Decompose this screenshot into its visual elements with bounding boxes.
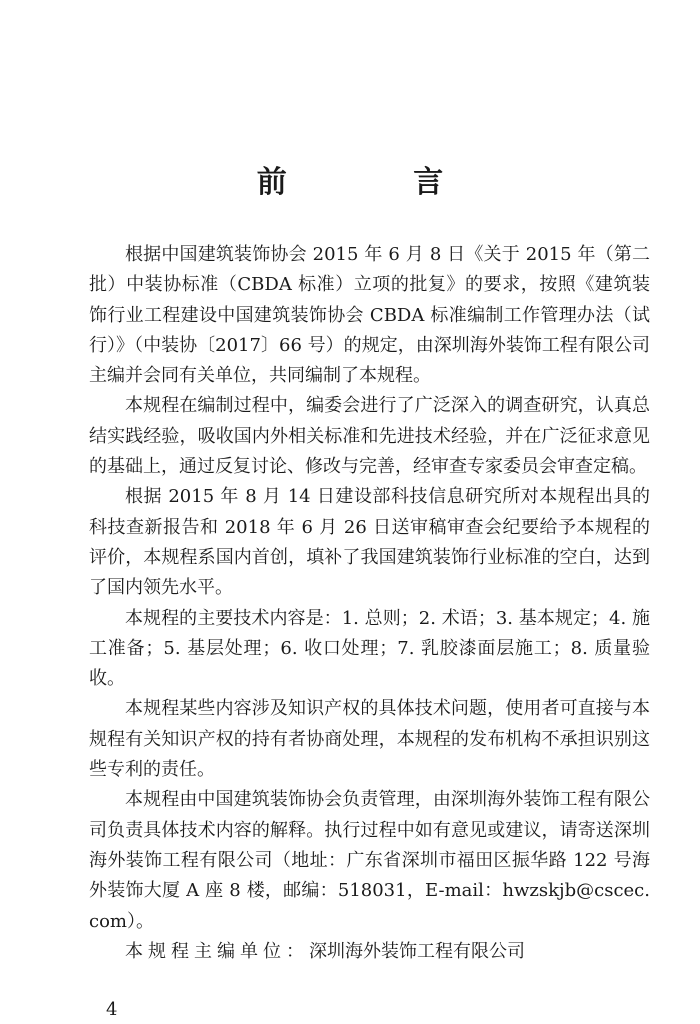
chief-editor-label: 本规程主编单位：: [125, 940, 309, 962]
page-number: 4: [106, 999, 118, 1020]
paragraph-management: 本规程由中国建筑装饰协会负责管理，由深圳海外装饰工程有限公司负责具体技术内容的解释。执行过程中如有意见或建议，请寄送深圳海外装饰工程有限公司（地址：广东省深圳市福田区振华路 122 号海外装饰大厦 A 座 8 楼，邮编：518031，E-mail：hwzskjb@cscec. com）。: [89, 789, 650, 932]
page-title: 前 言: [256, 165, 502, 200]
chief-editor-line: [89, 937, 650, 967]
preface-body: [89, 240, 650, 967]
paragraph-process: 本规程在编制过程中，编委会进行了广泛深入的调查研究，认真总结实践经验，吸收国内外相关标准和先进技术经验，并在广泛征求意见的基础上，通过反复讨论、修改与完善，经审查专家委员会审查定稿。: [89, 395, 650, 478]
paragraph-evaluation: 根据 2015 年 8 月 14 日建设部科技信息研究所对本规程出具的科技查新报告和 2018 年 6 月 26 日送审稿审查会纪要给予本规程的评价，本规程系国内首创，填补了我国建筑装饰行业标准的空白，达到了国内领先水平。: [89, 486, 650, 599]
paragraph-patent: 本规程某些内容涉及知识产权的具体技术问题，使用者可直接与本规程有关知识产权的持有者协商处理，本规程的发布机构不承担识别这些专利的责任。: [89, 698, 650, 781]
paragraph-contents: 本规程的主要技术内容是：1. 总则；2. 术语；3. 基本规定；4. 施工准备；5. 基层处理；6. 收口处理；7. 乳胶漆面层施工；8. 质量验收。: [89, 607, 650, 690]
chief-editor-value: 深圳海外装饰工程有限公司: [309, 940, 525, 962]
paragraph-approval: 根据中国建筑装饰协会 2015 年 6 月 8 日《关于 2015 年（第二批）中装协标准（CBDA 标准）立项的批复》的要求，按照《建筑装饰行业工程建设中国建筑装饰协会 CBDA 标准编制工作管理办法（试行）》（中装协〔2017〕66 号）的规定，由深圳海外装饰工程有限公司主编并会同有关单位，共同编制了本规程。: [89, 244, 650, 387]
